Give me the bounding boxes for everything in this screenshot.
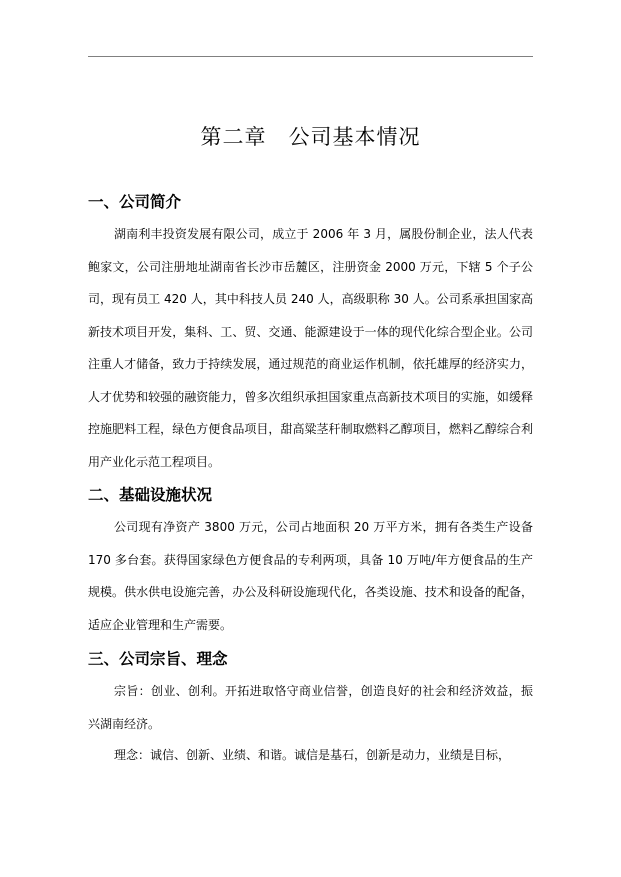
company-profile-paragraph: 湖南利丰投资发展有限公司，成立于 2006 年 3 月，属股份制企业，法人代表鲍家文，公司注册地址湖南省长沙市岳麓区，注册资金 2000 万元，下辖 5 个子公司，现有员工 420 人，其中科技人员 240 人，高级职称 30 人。公司系承担国家高新技术项目开发，集科、工、贸、交通、能源建设于一体的现代化综合型企业。公司注重人才储备，致力于持续发展，通过规范的商业运作机制，依托雄厚的经济实力，人才优势和较强的融资能力，曾多次组织承担国家重点高新技术项目的实施，如缓释控施肥料工程，绿色方便食品项目，甜高粱茎秆制取燃料乙醇项目，燃料乙醇综合利用产业化示范工程项目。: [88, 227, 533, 469]
infrastructure-paragraph: 公司现有净资产 3800 万元，公司占地面积 20 万平方米，拥有各类生产设备 170 多台套。获得国家绿色方便食品的专利两项，具备 10 万吨/年方便食品的生产规模。供水供电设施完善，办公及科研设施现代化，各类设施、技术和设备的配备，适应企业管理和生产需要。: [88, 520, 533, 632]
section-heading-infrastructure: 二、基础设施状况: [88, 486, 213, 504]
section-heading-company-profile: 一、公司简介: [88, 193, 182, 211]
purpose-paragraph: 宗旨：创业、创利。开拓进取恪守商业信誉，创造良好的社会和经济效益，振兴湖南经济。: [88, 684, 533, 731]
header-rule: [88, 56, 533, 57]
section-heading-purpose-philosophy: 三、公司宗旨、理念: [88, 650, 228, 668]
chapter-title: 第二章 公司基本情况: [200, 125, 421, 149]
philosophy-paragraph: 理念：诚信、创新、业绩、和谐。诚信是基石，创新是动力，业绩是目标，: [114, 748, 511, 762]
